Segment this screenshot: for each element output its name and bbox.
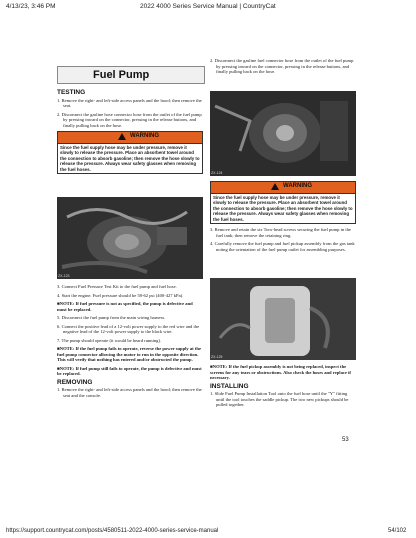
testing-step-6: 6. Connect the positive lead of a 12-volt power supply to the red wire and the negative lead of the 12-volt power supply to the black wire. — [57, 323, 200, 334]
testing-step-5: 5. Disconnect the fuel pump from the main wiring harness. — [57, 315, 166, 320]
warning-label-right: WARNING — [283, 183, 312, 189]
testing-step-4: 4. Start the engine. Fuel pressure should be 58-62 psi (400-427 kPa). — [57, 292, 184, 298]
fuel-pump-photo-2 — [210, 91, 356, 176]
right-column-bottom — [210, 364, 356, 411]
section-title-box — [57, 66, 205, 84]
testing-step-3: 3. Connect Fuel Pressure Test Kit to the fuel pump and fuel hose. — [57, 284, 177, 289]
removing-step-3: 3. Remove and retain the six Torx-head screws securing the fuel pump in the fuel tank; then remove the retaining ring. — [210, 227, 351, 238]
print-url: https://support.countrycat.com/posts/4580511-2022-4000-series-service-manual — [6, 528, 219, 534]
testing-step-2: 2. Disconnect the gasline hose connector hose from the outlet of the fuel pump by pressing inward on the connector, pressing in the release buttons, and finally pulling back on the hose. — [57, 111, 202, 128]
testing-heading: TESTING — [57, 89, 86, 96]
warning-label: WARNING — [130, 133, 159, 139]
warning-text: Since the fuel supply hose may be under pressure, remove it slowly to release the pressure. Place an absorbent towel around the connection to absorb gasoline; then remove the hose slowly to release the pressure. Always wear safety glasses when removing the fuel hoses. — [60, 145, 200, 172]
photo-illustration-3 — [210, 278, 356, 360]
page-title: Fuel Pump — [93, 69, 150, 81]
fuel-pump-photo-3 — [210, 278, 356, 360]
photo-illustration-1 — [57, 197, 203, 279]
note-pickup-assembly: ■NOTE: If the fuel pickup assembly is not being replaced, inspect the screens for any tears or obstructions. Also check the hoses and replace if necessary. — [210, 364, 351, 380]
warning-header-right — [211, 182, 355, 194]
installing-heading: INSTALLING — [210, 382, 249, 390]
warning-triangle-icon-right — [271, 183, 279, 190]
removing-step-4: 4. Carefully remove the fuel pump and fuel pickup assembly from the gas tank noting the orientation of the fuel pump outlet for assembling purposes. — [210, 241, 355, 252]
left-column-bottom — [57, 284, 203, 401]
print-page-title: 2022 4000 Series Service Manual | CountryCat — [140, 3, 276, 10]
photo-caption-2: ZX-124 — [211, 171, 223, 175]
print-datetime: 4/13/23, 3:46 PM — [6, 3, 56, 10]
warning-box-left — [57, 131, 203, 174]
removing-step-2: 2. Disconnect the gasline fuel connector hose from the outlet of the fuel pump by pressing inward on the connector, pressing in the release buttons, and finally pulling back on the hose. — [210, 58, 354, 74]
left-column-top — [57, 88, 203, 177]
photo-illustration-2 — [210, 91, 356, 176]
warning-header — [58, 132, 202, 144]
right-column-top — [210, 58, 356, 78]
note-defective-pump: ■NOTE: If fuel pump still fails to operate, the pump is defective and must be replaced. — [57, 365, 202, 376]
warning-text-right: Since the fuel supply hose may be under pressure, remove it slowly to release the pressure. Place an absorbent towel around the connection to absorb gasoline; then remove the hose slowly to release the pressure. Always wear safety glasses when removing the fuel hoses. — [213, 195, 353, 222]
testing-step-7: 7. The pump should operate (it would be heard running). — [57, 337, 162, 343]
warning-box-right — [210, 181, 356, 224]
print-page-count: 54/102 — [388, 528, 407, 534]
fuel-pump-photo-1 — [57, 197, 203, 279]
note-fuel-pressure: ■NOTE: If fuel pressure is not as specified, the pump is defective and must be replaced. — [57, 301, 193, 312]
removing-heading: REMOVING — [57, 378, 93, 386]
note-reverse-power: ■NOTE: If the fuel pump fails to operate, reverse the power supply at the fuel pump connector allowing the motor to run in the opposite direction. This will verify that nothing has entered and/or obstructed the pump. — [57, 346, 201, 362]
warning-triangle-icon — [118, 133, 126, 140]
removing-step-1: 1. Remove the right- and left-side access panels and the hood; then remove the seat and the console. — [57, 387, 202, 398]
page-number: 53 — [342, 437, 349, 443]
photo-caption-1: ZX-123 — [58, 274, 70, 278]
testing-step-1: 1. Remove the right- and left-side access panels and the hood; then remove the seat. — [57, 97, 202, 108]
installing-step-1: 1. Slide Fuel Pump Installation Tool onto the fuel hose until the "Y" fitting until the tool touches the saddle pickup. The two new pickups should be pulled together. — [210, 391, 349, 407]
right-column-middle — [210, 179, 356, 255]
photo-caption-3: ZX-125 — [211, 355, 223, 359]
